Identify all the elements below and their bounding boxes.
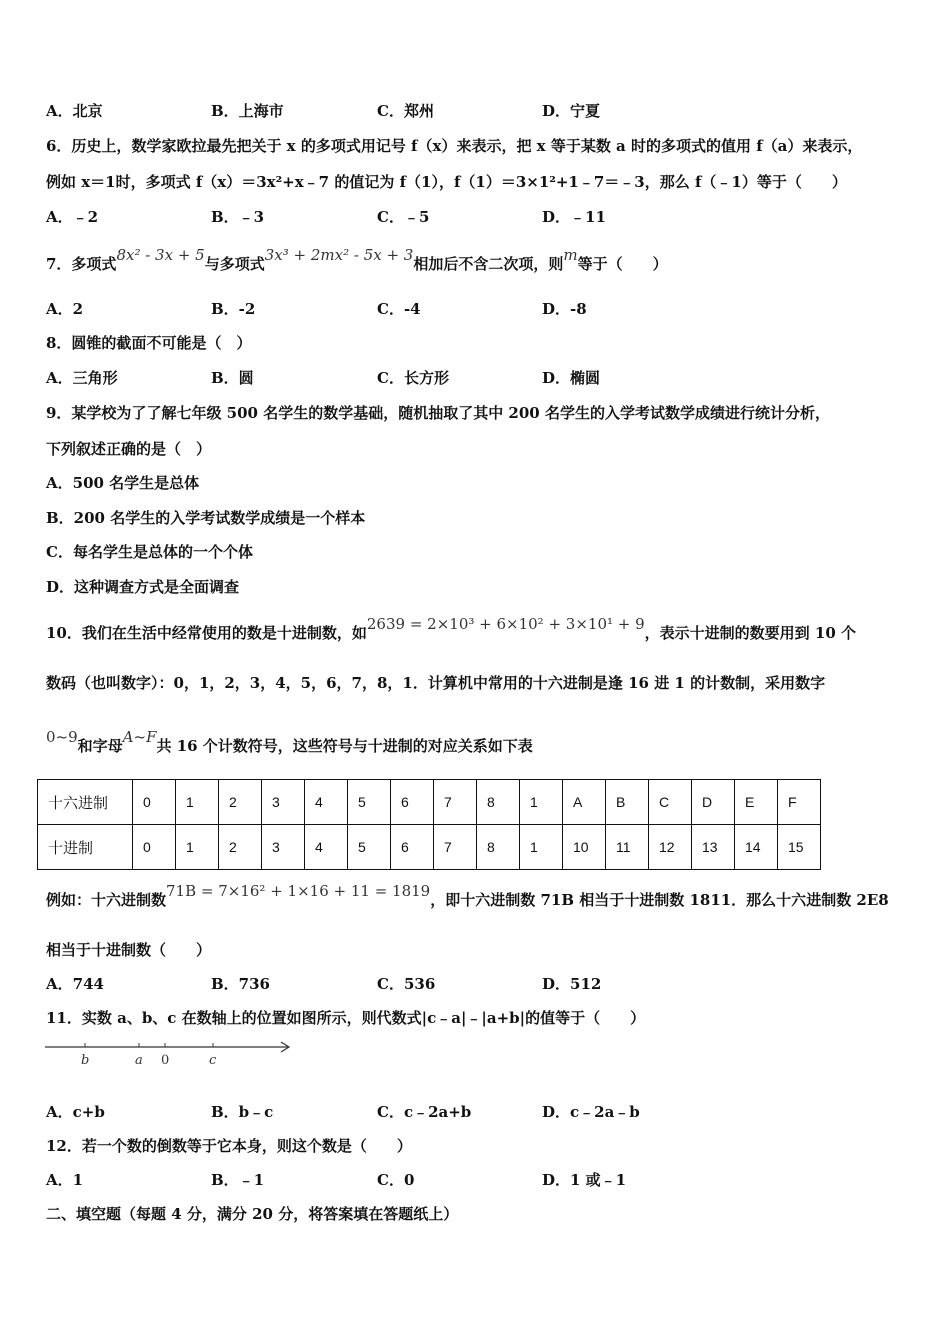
label-a: a (135, 1053, 143, 1068)
q7-option-b: B．-2 (211, 300, 256, 318)
q12-option-a: A．1 (46, 1171, 84, 1189)
q5-option-d: D．宁夏 (542, 102, 601, 120)
table-cell: C (649, 780, 692, 825)
table-cell: 5 (348, 825, 391, 870)
q11-option-a: A．c+b (46, 1103, 105, 1121)
hex-decimal-table (37, 779, 821, 870)
q12-option-b: B．﹣1 (211, 1171, 265, 1189)
q7-expr1: 8x² - 3x + 5 (116, 246, 205, 264)
q10-ex-post: ，即十六进制数 71B 相当于十进制数 1811．那么十六进制数 2E8 (430, 891, 889, 909)
table-cell: 0 (133, 825, 176, 870)
q11-option-d: D．c﹣2a﹣b (542, 1103, 640, 1121)
table-cell: 15 (778, 825, 821, 870)
q10-ex-expr: 71B = 7×16² + 1×16 + 11 = 1819 (166, 882, 431, 900)
table-cell: 8 (477, 780, 520, 825)
q10-line1 (46, 615, 856, 643)
q6-option-c: C．﹣5 (377, 208, 430, 226)
q10-line3 (46, 728, 533, 756)
table-cell: 12 (649, 825, 692, 870)
q9-option-b: B．200 名学生的入学考试数学成绩是一个样本 (46, 509, 366, 527)
q10-line3a: 和字母 (77, 737, 123, 755)
q5-option-a: A．北京 (46, 102, 103, 120)
q10-option-a: A．744 (46, 975, 104, 993)
q11-stem: 11．实数 a、b、c 在数轴上的位置如图所示，则代数式|c﹣a|﹣|a+b|的值等于（ ） (46, 1009, 646, 1027)
table-cell: 2 (219, 825, 262, 870)
q6-option-b: B．﹣3 (211, 208, 265, 226)
q7-post: 相加后不含二次项，则 (413, 255, 564, 273)
table-cell: 3 (262, 780, 305, 825)
q10-pre: 10．我们在生活中经常使用的数是十进制数，如 (46, 624, 367, 642)
q8-option-b: B．圆 (211, 369, 254, 387)
table-cell: 7 (434, 825, 477, 870)
table-cell: 1 (520, 780, 563, 825)
dec-row-label: 十进制 (38, 825, 133, 870)
table-cell: F (778, 780, 821, 825)
q6-option-a: A．﹣2 (46, 208, 99, 226)
q12-option-c: C．0 (377, 1171, 415, 1189)
q7-var: m (563, 246, 578, 264)
table-cell: 1 (520, 825, 563, 870)
q7-mid: 与多项式 (204, 255, 265, 273)
q12-stem: 12．若一个数的倒数等于它本身，则这个数是（ ） (46, 1137, 412, 1155)
q10-expr-letters: A~F (122, 728, 157, 746)
q12-option-d: D．1 或﹣1 (542, 1171, 627, 1189)
q7-expr2: 3x³ + 2mx² - 5x + 3 (264, 246, 414, 264)
hex-row-label: 十六进制 (38, 780, 133, 825)
q9-line1: 9．某学校为了了解七年级 500 名学生的数学基础，随机抽取了其中 200 名学生的入学考试数学成绩进行统计分析， (46, 404, 830, 422)
table-cell: 11 (606, 825, 649, 870)
q11-option-c: C．c﹣2a+b (377, 1103, 472, 1121)
q6-option-d: D．﹣11 (542, 208, 606, 226)
q7-stem (46, 246, 668, 274)
table-cell: A (563, 780, 606, 825)
q10-post: ，表示十进制的数要用到 10 个 (644, 624, 856, 642)
table-cell: 1 (176, 825, 219, 870)
number-line (45, 1040, 295, 1072)
table-cell: E (735, 780, 778, 825)
table-row-hex (38, 780, 821, 825)
q10-line5: 相当于十进制数（ ） (46, 941, 212, 959)
table-cell: 5 (348, 780, 391, 825)
q7-option-c: C．-4 (377, 300, 421, 318)
q10-expr: 2639 = 2×10³ + 6×10² + 3×10¹ + 9 (366, 615, 645, 633)
label-b: b (81, 1053, 90, 1068)
table-cell: 6 (391, 780, 434, 825)
q10-line2: 数码（也叫数字）：0，1，2，3，4，5，6，7，8，1．计算机中常用的十六进制是逢 16 进 1 的计数制，采用数字 (46, 674, 826, 692)
q5-option-c: C．郑州 (377, 102, 434, 120)
q10-option-b: B．736 (211, 975, 270, 993)
label-c: c (209, 1053, 217, 1068)
q10-example (46, 882, 889, 910)
q10-ex-pre: 例如：十六进制数 (46, 891, 167, 909)
q7-pre: 7．多项式 (46, 255, 117, 273)
q7-end: 等于（ ） (577, 255, 668, 273)
table-cell: 8 (477, 825, 520, 870)
table-cell: 4 (305, 825, 348, 870)
table-cell: 6 (391, 825, 434, 870)
q7-option-d: D．-8 (542, 300, 587, 318)
q10-option-d: D．512 (542, 975, 602, 993)
q10-option-c: C．536 (377, 975, 436, 993)
table-cell: 4 (305, 780, 348, 825)
table-row-dec (38, 825, 821, 870)
q7-option-a: A．2 (46, 300, 84, 318)
q10-line3b: 共 16 个计数符号，这些符号与十进制的对应关系如下表 (156, 737, 533, 755)
table-cell: 2 (219, 780, 262, 825)
q10-expr-digits: 0~9 (46, 728, 78, 746)
table-cell: 0 (133, 780, 176, 825)
q9-option-d: D．这种调查方式是全面调查 (46, 578, 240, 596)
q5-option-b: B．上海市 (211, 102, 284, 120)
q8-option-c: C．长方形 (377, 369, 449, 387)
table-cell: B (606, 780, 649, 825)
table-cell: 10 (563, 825, 606, 870)
q9-option-c: C．每名学生是总体的一个个体 (46, 543, 253, 561)
table-cell: 7 (434, 780, 477, 825)
label-zero: 0 (161, 1053, 170, 1068)
q9-option-a: A．500 名学生是总体 (46, 474, 200, 492)
q6-line1: 6．历史上，数学家欧拉最先把关于 x 的多项式用记号 f（x）来表示，把 x 等于某数 a 时的多项式的值用 f（a）来表示， (46, 137, 863, 155)
q6-line2: 例如 x＝1时，多项式 f（x）＝3x²+x﹣7 的值记为 f（1），f（1）＝3×1²+1﹣7＝﹣3，那么 f（﹣1）等于（ ） (46, 173, 847, 191)
q9-line2: 下列叙述正确的是（ ） (46, 440, 212, 458)
q8-option-a: A．三角形 (46, 369, 118, 387)
q11-option-b: B．b﹣c (211, 1103, 274, 1121)
table-cell: 3 (262, 825, 305, 870)
q8-option-d: D．椭圆 (542, 369, 601, 387)
q8-stem: 8．圆锥的截面不可能是（ ） (46, 334, 252, 352)
table-cell: D (692, 780, 735, 825)
table-cell: 14 (735, 825, 778, 870)
table-cell: 1 (176, 780, 219, 825)
table-cell: 13 (692, 825, 735, 870)
section-title: 二、填空题（每题 4 分，满分 20 分，将答案填在答题纸上） (46, 1205, 459, 1223)
